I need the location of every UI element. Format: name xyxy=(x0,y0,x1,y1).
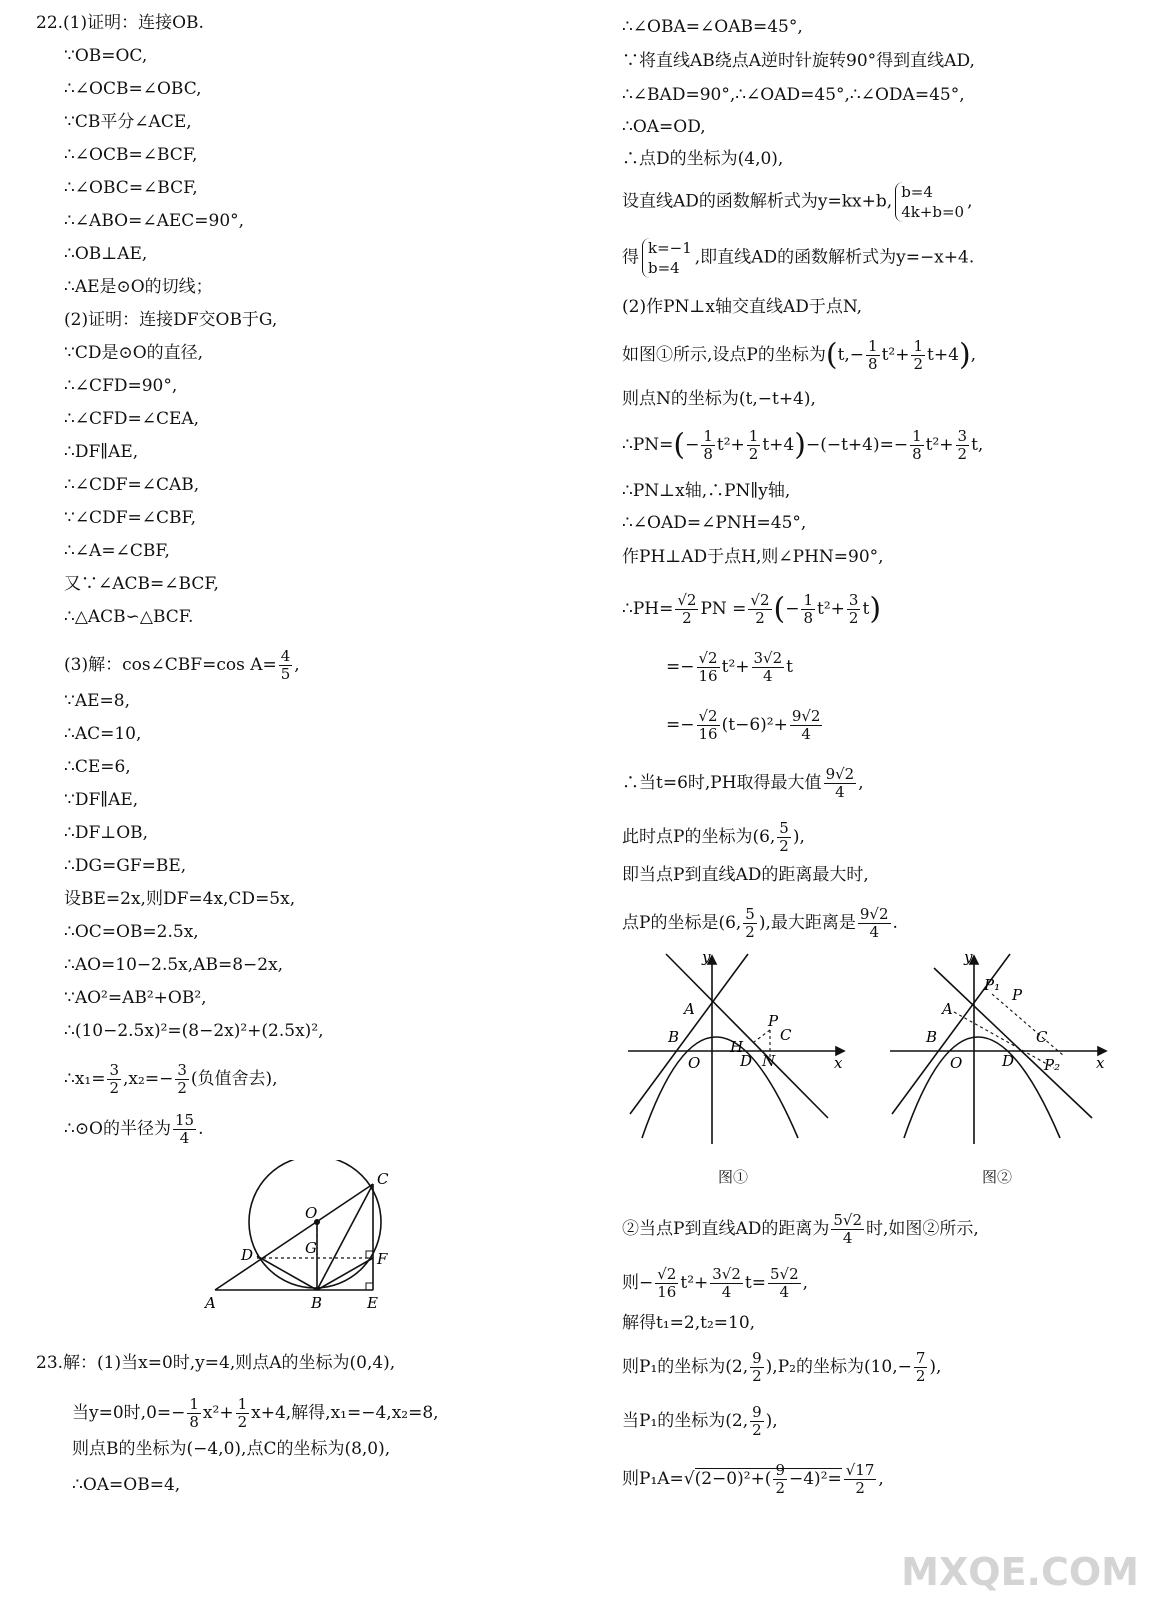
parabola-figure-1 xyxy=(622,948,852,1148)
q22-line: (2)证明：连接DF交OB于G, xyxy=(64,310,278,330)
q22-line: ∴∠CFD=90°, xyxy=(64,376,178,396)
r-line-18: ∴当t=6时,PH取得最大值 $\frac{9√2}{4}$ , xyxy=(622,765,864,801)
r-line-2: ∵将直线AB绕点A逆时针旋转90°得到直线AD, xyxy=(622,51,975,71)
r-line-1: ∴∠OBA=∠OAB=45°, xyxy=(622,17,803,37)
svg-text:D: D xyxy=(1002,1052,1015,1070)
r-line-22: ②当点P到直线AD的距离为 $\frac{5√2}{4}$ 时,如图②所示, xyxy=(622,1211,979,1247)
q22-line: ∴∠CDF=∠CAB, xyxy=(64,475,200,495)
r-line-27: 则P₁A=√(2−0)²+( $\frac{9}{2}$ −4)²= $\frac{√17}{2}$ , xyxy=(622,1461,884,1497)
fraction: $\frac{15}{4}$ xyxy=(175,1111,195,1147)
svg-text:x: x xyxy=(834,1054,843,1072)
q22-roots-line: ∴x₁= $\frac{3}{2}$ ,x₂=− $\frac{3}{2}$ (负值舍去), xyxy=(64,1061,278,1097)
svg-text:B: B xyxy=(668,1028,680,1046)
svg-text:N: N xyxy=(762,1052,776,1070)
r-line-24: 解得t₁=2,t₂=10, xyxy=(622,1313,756,1333)
r-line-12: ∴PN⊥x轴,∴PN∥y轴, xyxy=(622,481,791,501)
fraction: $\frac{4}{5}$ xyxy=(280,647,291,683)
svg-text:P: P xyxy=(768,1012,779,1030)
label-e: E xyxy=(367,1294,378,1312)
equation-system: k=−1 b=4 xyxy=(642,238,692,278)
q22-line: ∴AC=10, xyxy=(64,724,142,744)
q22-part3-head: (3)解：cos∠CBF=cos A= $\frac{4}{5}$ , xyxy=(64,647,300,683)
q22-line: ∴DG=GF=BE, xyxy=(64,856,187,876)
fig1-caption: 图① xyxy=(718,1168,749,1186)
svg-text:C: C xyxy=(780,1026,792,1044)
q22-line: ∴DF∥AE, xyxy=(64,442,139,462)
label-f: F xyxy=(377,1250,388,1268)
r-line-26: 当P₁的坐标为(2, $\frac{9}{2}$ ), xyxy=(622,1403,778,1439)
q22-line: ∵AE=8, xyxy=(64,691,130,711)
q22-line: ∴∠A=∠CBF, xyxy=(64,541,170,561)
q23-line-3: 则点B的坐标为(−4,0),点C的坐标为(8,0), xyxy=(72,1439,391,1459)
q22-line: ∴OC=OB=2.5x, xyxy=(64,922,199,942)
q23-line-2: 当y=0时,0=− $\frac{1}{8}$ x²+ $\frac{1}{2}$ x+4,解得,x₁=−4,x₂=8, xyxy=(72,1395,439,1431)
svg-text:A: A xyxy=(942,1000,953,1018)
r-line-5: ∴点D的坐标为(4,0), xyxy=(622,149,784,169)
q22-line: ∵DF∥AE, xyxy=(64,790,139,810)
r-line-13: ∴∠OAD=∠PNH=45°, xyxy=(622,513,807,533)
svg-text:H: H xyxy=(730,1038,744,1056)
q22-radius-line: ∴⊙O的半径为 $\frac{15}{4}$ . xyxy=(64,1111,204,1147)
fraction: $\frac{3}{2}$ xyxy=(109,1061,120,1097)
fig2-caption: 图② xyxy=(982,1168,1013,1186)
svg-text:O: O xyxy=(688,1054,701,1072)
q22-line: ∴DF⊥OB, xyxy=(64,823,149,843)
r-line-14: 作PH⊥AD于点H,则∠PHN=90°, xyxy=(622,547,884,567)
fraction: $\frac{1}{2}$ xyxy=(237,1395,248,1431)
svg-text:x: x xyxy=(1096,1054,1105,1072)
q22-line: ∴∠OCB=∠BCF, xyxy=(64,145,198,165)
svg-text:P₁: P₁ xyxy=(984,976,1001,994)
svg-text:O: O xyxy=(950,1054,963,1072)
q22-line: ∵∠CDF=∠CBF, xyxy=(64,508,197,528)
svg-text:y: y xyxy=(702,948,711,966)
line-ac xyxy=(215,1184,373,1290)
r-line-8: (2)作PN⊥x轴交直线AD于点N, xyxy=(622,297,863,317)
r-line-25: 则P₁的坐标为(2, $\frac{9}{2}$ ),P₂的坐标为(10,− $\frac{7}{2}$ ), xyxy=(622,1349,942,1385)
parabola-figure-2 xyxy=(884,948,1114,1148)
r-line-15: ∴PH= $\frac{√2}{2}$ PN = $\frac{√2}{2}$ (− $\frac{1}{8}$ t²+ $\frac{3}{2}$ t) xyxy=(622,591,882,627)
svg-text:P: P xyxy=(1012,986,1023,1004)
q23-line-1: 23.解：(1)当x=0时,y=4,则点A的坐标为(0,4), xyxy=(36,1353,396,1373)
r-line-16: =− $\frac{√2}{16}$ t²+ $\frac{3√2}{4}$ t xyxy=(666,649,793,685)
r-line-23: 则− $\frac{√2}{16}$ t²+ $\frac{3√2}{4}$ t= $\frac{5√2}{4}$ , xyxy=(622,1265,809,1301)
label-b: B xyxy=(311,1294,323,1312)
r-line-7: 得 k=−1 b=4 ,即直线AD的函数解析式为y=−x+4. xyxy=(622,239,975,277)
svg-text:P₂: P₂ xyxy=(1044,1056,1061,1074)
label-a: A xyxy=(205,1294,216,1312)
label-d: D xyxy=(241,1246,254,1264)
watermark: MXQE.COM xyxy=(901,1550,1139,1594)
q22-line: ∴(10−2.5x)²=(8−2x)²+(2.5x)², xyxy=(64,1021,324,1041)
q22-line: ∴∠ABO=∠AEC=90°, xyxy=(64,211,245,231)
svg-text:A: A xyxy=(684,1000,695,1018)
svg-text:C: C xyxy=(1036,1028,1048,1046)
q22-line: ∴△ACB∽△BCF. xyxy=(64,607,194,627)
r-line-6: 设直线AD的函数解析式为y=kx+b, b=4 4k+b=0 , xyxy=(622,183,973,221)
svg-text:B: B xyxy=(926,1028,938,1046)
r-line-20: 即当点P到直线AD的距离最大时, xyxy=(622,865,869,885)
r-line-3: ∴∠BAD=90°,∴∠OAD=45°,∴∠ODA=45°, xyxy=(622,85,965,105)
q22-line: ∴AO=10−2.5x,AB=8−2x, xyxy=(64,955,284,975)
q22-line: ∴AE是⊙O的切线； xyxy=(64,277,213,297)
r-line-11: ∴PN=(− $\frac{1}{8}$ t²+ $\frac{1}{2}$ t+4)−(−t+4)=− $\frac{1}{8}$ t²+ $\frac{3}{2}$ t, xyxy=(622,427,984,463)
q22-line: ∴∠OCB=∠OBC, xyxy=(64,79,202,99)
q22-line: 又∵∠ACB=∠BCF, xyxy=(64,574,219,594)
line-bd xyxy=(257,1256,317,1290)
q22-line: ∴OB⊥AE, xyxy=(64,244,148,264)
q22-line: 22.(1)证明：连接OB. xyxy=(36,13,204,33)
q22-line: 设BE=2x,则DF=4x,CD=5x, xyxy=(64,889,296,909)
r-line-10: 则点N的坐标为(t,−t+4), xyxy=(622,389,816,409)
equation-system: b=4 4k+b=0 xyxy=(895,182,964,222)
label-o: O xyxy=(305,1204,318,1222)
r-line-9: 如图①所示,设点P的坐标为(t,− $\frac{1}{8}$ t²+ $\frac{1}{2}$ t+4), xyxy=(622,337,977,373)
svg-text:D: D xyxy=(740,1052,753,1070)
label-c: C xyxy=(377,1170,389,1188)
r-line-4: ∴OA=OD, xyxy=(622,117,706,137)
r-line-17: =− $\frac{√2}{16}$ (t−6)²+ $\frac{9√2}{4}$ xyxy=(666,707,821,743)
fraction: $\frac{3}{2}$ xyxy=(177,1061,187,1097)
parabola xyxy=(904,1037,1060,1138)
q22-line: ∴∠CFD=∠CEA, xyxy=(64,409,200,429)
q22-line: ∴CE=6, xyxy=(64,757,131,777)
q22-line: ∵AO²=AB²+OB², xyxy=(64,988,207,1008)
r-line-21: 点P的坐标是(6, $\frac{5}{2}$ ),最大距离是 $\frac{9√2}{4}$ . xyxy=(622,905,898,941)
q23-line-4: ∴OA=OB=4, xyxy=(72,1475,181,1495)
fraction: $\frac{1}{8}$ xyxy=(189,1395,199,1431)
q22-line: ∵OB=OC, xyxy=(64,46,148,66)
q22-line: ∵CD是⊙O的直径, xyxy=(64,343,204,363)
q22-line: ∴∠OBC=∠BCF, xyxy=(64,178,198,198)
circle-geometry-figure xyxy=(195,1160,415,1320)
q22-line: ∵CB平分∠ACE, xyxy=(64,112,192,132)
line-ad xyxy=(666,954,828,1118)
r-line-19: 此时点P的坐标为(6, $\frac{5}{2}$ ), xyxy=(622,819,805,855)
label-g: G xyxy=(305,1239,317,1257)
svg-text:y: y xyxy=(964,948,973,966)
